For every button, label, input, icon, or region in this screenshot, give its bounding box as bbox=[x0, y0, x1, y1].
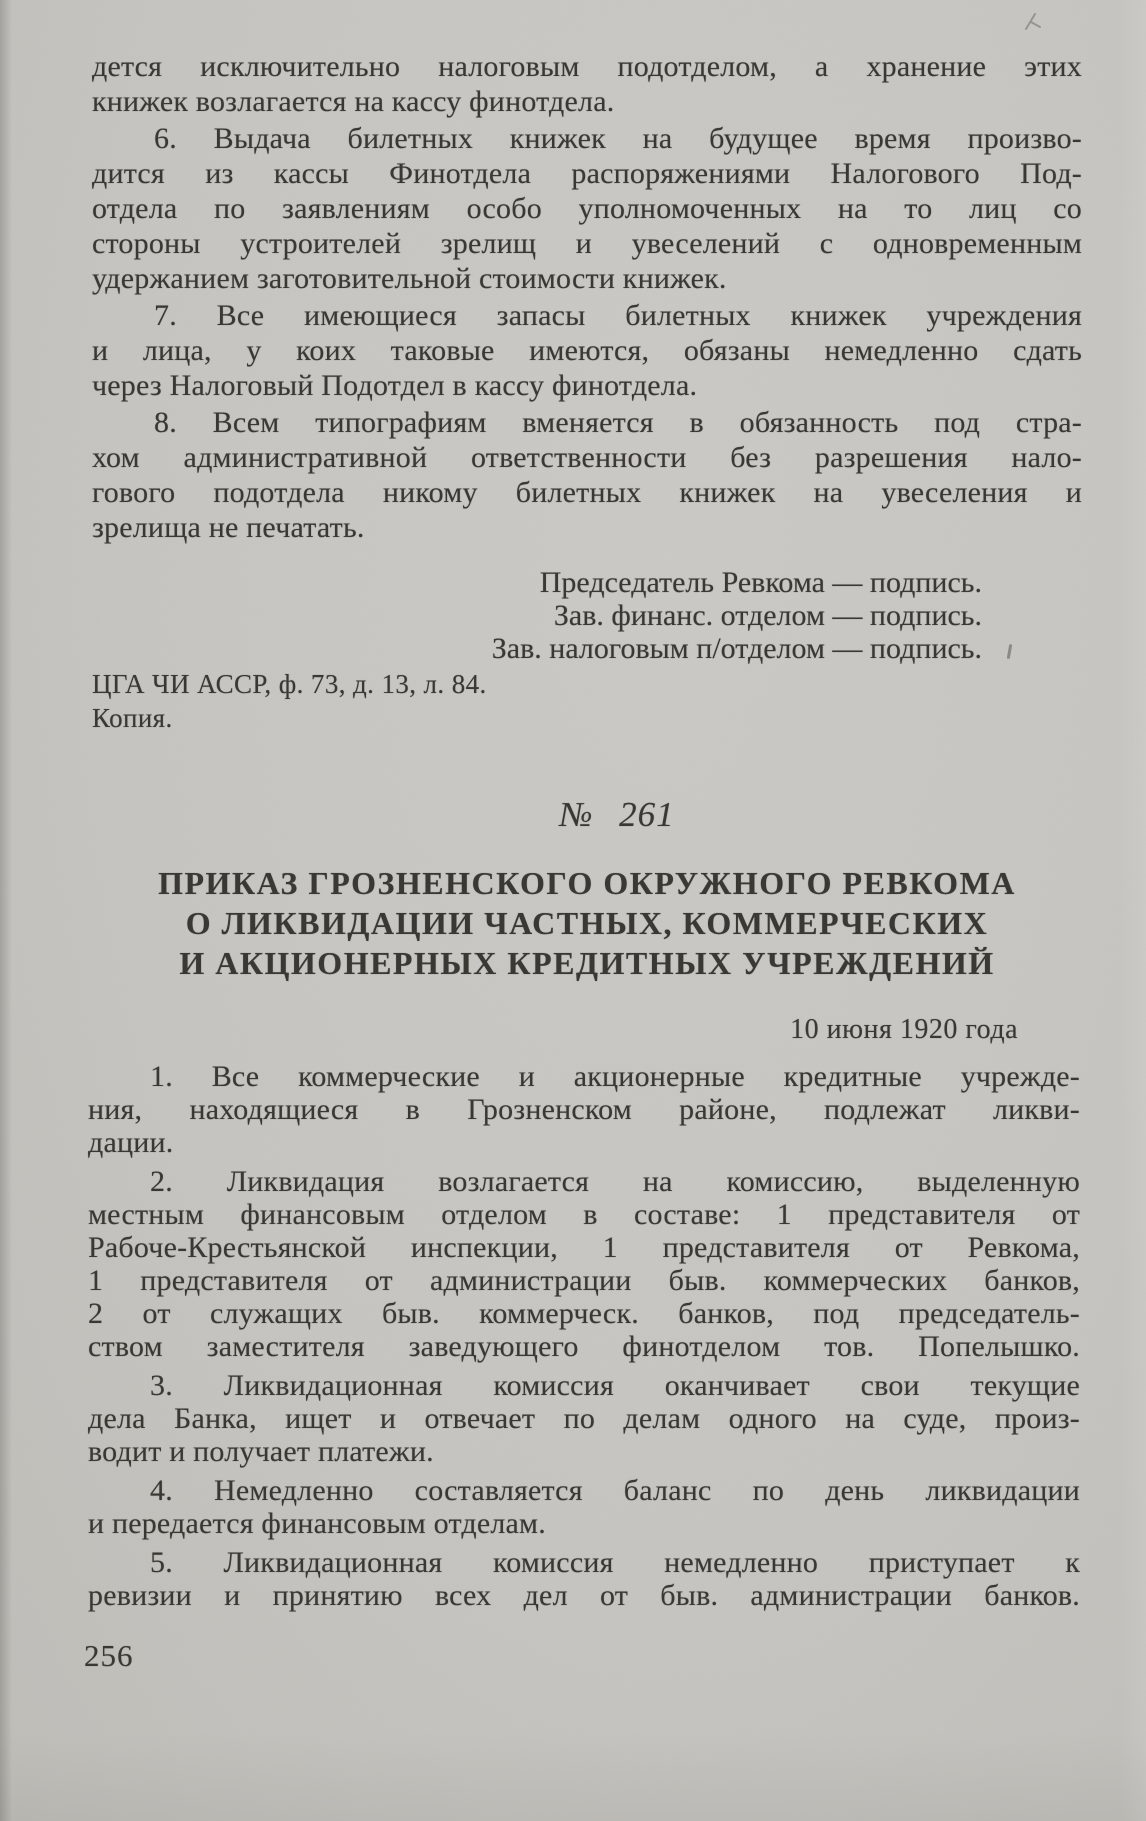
text-line: ревизии и принятию всех дел от быв. администрации банков. bbox=[88, 1579, 1080, 1612]
text-line: 3. Ликвидационная комиссия оканчивает свои текущие bbox=[150, 1369, 1080, 1402]
text-line: гового подотдела никому билетных книжек на увеселения и bbox=[92, 476, 1082, 509]
paragraph bbox=[92, 49, 1082, 119]
text-line: 2. Ликвидация возлагается на комиссию, выделенную bbox=[150, 1165, 1080, 1198]
text-line: 6. Выдача билетных книжек на будущее время произво- bbox=[154, 122, 1082, 155]
paragraph bbox=[88, 1060, 1080, 1159]
text-line: 1. Все коммерческие и акционерные кредитные учрежде- bbox=[150, 1060, 1080, 1093]
signature-line: Председатель Ревкома — подпись. bbox=[539, 566, 982, 599]
text-line: местным финансовым отделом в составе: 1 представителя от bbox=[88, 1198, 1080, 1231]
text-line: дится из кассы Финотдела распоряжениями Налогового Под- bbox=[92, 157, 1082, 190]
text-line: стороны устроителей зрелищ и увеселений с одновременным bbox=[92, 227, 1082, 260]
text-line: 1 представителя от администрации быв. коммерческих банков, bbox=[88, 1264, 1080, 1297]
document-date: 10 июня 1920 года bbox=[790, 1014, 1018, 1045]
paragraph bbox=[92, 405, 1082, 545]
text-line: книжек возлагается на кассу финотдела. bbox=[92, 85, 615, 118]
text-line: дации. bbox=[88, 1126, 174, 1159]
text-line: 2 от служащих быв. коммерческ. банков, под председатель- bbox=[88, 1297, 1080, 1330]
text-line: 7. Все имеющиеся запасы билетных книжек учреждения bbox=[154, 299, 1082, 332]
text-line: хом административной ответственности без разрешения нало- bbox=[92, 441, 1082, 474]
text-line: ния, находящиеся в Грозненском районе, подлежат ликви- bbox=[88, 1093, 1080, 1126]
paragraph bbox=[92, 298, 1082, 403]
text-line: дется исключительно налоговым подотделом, а хранение этих bbox=[92, 50, 1082, 83]
signature-line: Зав. налоговым п/отделом — подпись. bbox=[491, 632, 982, 665]
document-number-heading: № 261 bbox=[559, 795, 675, 834]
title-line: И АКЦИОНЕРНЫХ КРЕДИТНЫХ УЧРЕЖДЕНИЙ bbox=[179, 945, 995, 981]
signature-line: Зав. финанс. отделом — подпись. bbox=[553, 599, 982, 632]
paragraph bbox=[88, 1546, 1080, 1612]
text-line: Рабоче-Крестьянской инспекции, 1 представителя от Ревкома, bbox=[88, 1231, 1080, 1264]
archive-reference: ЦГА ЧИ АССР, ф. 73, д. 13, л. 84. bbox=[92, 669, 487, 699]
pencil-mark bbox=[1022, 10, 1046, 34]
text-line: и лица, у коих таковые имеются, обязаны немедленно сдать bbox=[92, 334, 1082, 367]
text-line: 4. Немедленно составляется баланс по день ликвидации bbox=[150, 1474, 1080, 1507]
copy-note: Копия. bbox=[92, 703, 173, 733]
text-line: дела Банка, ищет и отвечает по делам одного на суде, произ- bbox=[88, 1402, 1080, 1435]
paragraph bbox=[88, 1369, 1080, 1468]
signature-block bbox=[92, 566, 1082, 665]
paragraph bbox=[88, 1165, 1080, 1363]
text-line: через Налоговый Подотдел в кассу финотдела. bbox=[92, 369, 698, 402]
text-line: 8. Всем типографиям вменяется в обязанность под стра- bbox=[154, 406, 1082, 439]
paragraph bbox=[92, 121, 1082, 296]
text-line: водит и получает платежи. bbox=[88, 1435, 434, 1468]
text-line: 5. Ликвидационная комиссия немедленно приступает к bbox=[150, 1546, 1080, 1579]
text-line: удержанием заготовительной стоимости книжек. bbox=[92, 262, 727, 295]
title-line: ПРИКАЗ ГРОЗНЕНСКОГО ОКРУЖНОГО РЕВКОМА bbox=[158, 865, 1016, 901]
document-261-body bbox=[88, 1060, 1080, 1618]
document-title bbox=[92, 863, 1082, 983]
text-line: зрелища не печатать. bbox=[92, 511, 365, 544]
text-line: и передается финансовым отделам. bbox=[88, 1507, 546, 1540]
text-line: отдела по заявлениям особо уполномоченных на то лиц со bbox=[92, 192, 1082, 225]
document-260-body bbox=[92, 49, 1082, 547]
page-number: 256 bbox=[84, 1638, 134, 1673]
title-line: О ЛИКВИДАЦИИ ЧАСТНЫХ, КОММЕРЧЕСКИХ bbox=[185, 905, 989, 941]
paragraph bbox=[88, 1474, 1080, 1540]
text-line: ством заместителя заведующего финотделом тов. Попелышко. bbox=[88, 1330, 1080, 1363]
